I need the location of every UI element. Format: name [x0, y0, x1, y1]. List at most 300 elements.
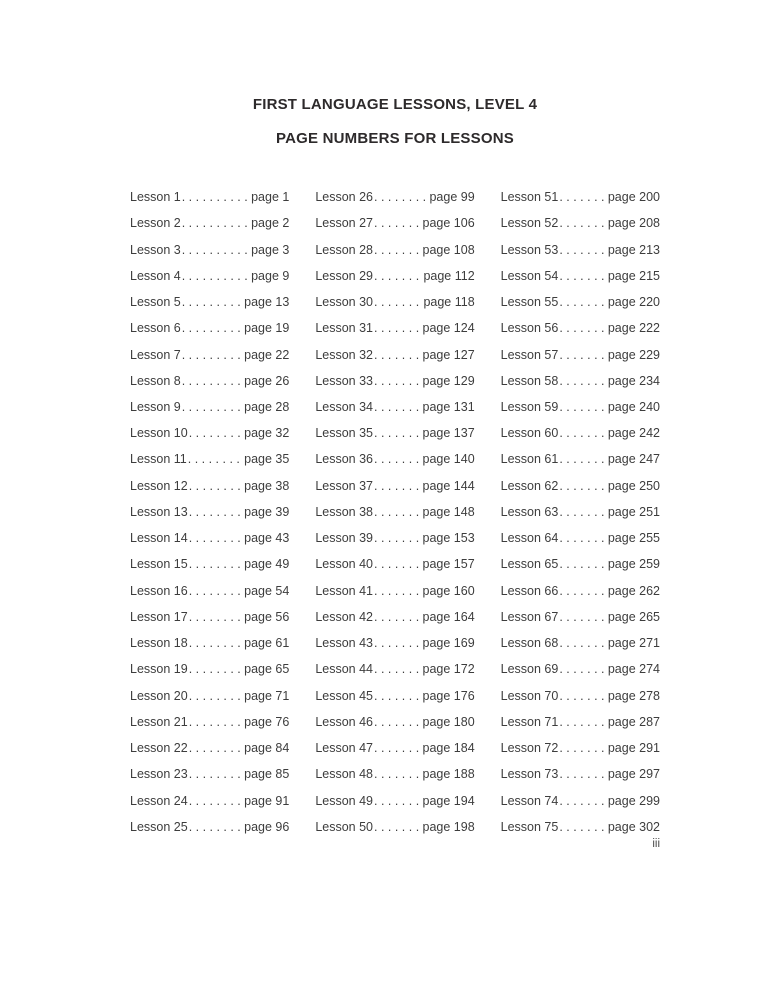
dot-leader — [374, 269, 422, 283]
page-ref: page 85 — [244, 767, 290, 782]
lesson-label: Lesson 38 — [315, 504, 374, 519]
lesson-label: Lesson 41 — [315, 583, 374, 598]
page-ref: page 302 — [607, 819, 660, 834]
lesson-label: Lesson 3 — [130, 242, 181, 257]
lesson-entry — [501, 682, 660, 708]
dot-leader — [182, 321, 243, 335]
lesson-label: Lesson 4 — [130, 268, 181, 283]
dot-leader — [559, 767, 607, 781]
lesson-entry — [501, 236, 660, 262]
dot-leader — [188, 452, 243, 466]
lesson-entry — [315, 473, 474, 499]
dot-leader — [189, 636, 243, 650]
page-ref: page 278 — [607, 688, 660, 703]
page-subtitle: PAGE NUMBERS FOR LESSONS — [276, 130, 514, 147]
dot-leader — [559, 820, 607, 834]
dot-leader — [559, 715, 607, 729]
lesson-label: Lesson 55 — [500, 295, 559, 310]
lesson-entry — [130, 499, 289, 525]
page-ref: page 38 — [244, 478, 290, 493]
lesson-label: Lesson 18 — [130, 636, 188, 651]
page-ref: page 22 — [244, 347, 290, 362]
page-ref: page 108 — [422, 242, 475, 257]
lesson-entry — [501, 341, 660, 367]
dot-leader — [559, 452, 607, 466]
lesson-entry — [130, 341, 289, 367]
lesson-entry — [130, 630, 289, 656]
lesson-label: Lesson 6 — [130, 321, 181, 336]
lesson-label: Lesson 15 — [130, 557, 188, 572]
lesson-entry — [501, 420, 660, 446]
lesson-entry — [501, 184, 660, 210]
lesson-label: Lesson 46 — [315, 714, 374, 729]
lesson-entry — [130, 761, 289, 787]
lesson-label: Lesson 16 — [130, 583, 188, 598]
lesson-entry — [130, 656, 289, 682]
page-ref: page 65 — [244, 662, 290, 677]
lesson-entry — [130, 578, 289, 604]
page-ref: page 71 — [244, 688, 290, 703]
page-ref: page 274 — [607, 662, 660, 677]
lesson-entry — [501, 551, 660, 577]
lesson-label: Lesson 56 — [500, 321, 559, 336]
dot-leader — [189, 610, 243, 624]
lesson-label: Lesson 35 — [315, 426, 374, 441]
dot-leader — [559, 557, 607, 571]
page-ref: page 61 — [244, 636, 290, 651]
page-ref: page 184 — [422, 741, 475, 756]
lesson-label: Lesson 43 — [315, 636, 374, 651]
lessons-toc — [130, 184, 660, 840]
dot-leader — [374, 662, 422, 676]
lesson-entry — [501, 787, 660, 813]
lesson-label: Lesson 42 — [315, 609, 374, 624]
page-ref: page 251 — [607, 504, 660, 519]
lesson-entry — [315, 630, 474, 656]
page-ref: page 9 — [251, 268, 290, 283]
lesson-label: Lesson 2 — [130, 216, 181, 231]
lesson-entry — [130, 263, 289, 289]
dot-leader — [189, 662, 243, 676]
page-ref: page 255 — [607, 531, 660, 546]
lesson-label: Lesson 54 — [500, 268, 559, 283]
page-ref: page 2 — [251, 216, 290, 231]
dot-leader — [374, 610, 422, 624]
lesson-label: Lesson 45 — [315, 688, 374, 703]
page-ref: page 112 — [423, 268, 475, 283]
lesson-entry — [501, 315, 660, 341]
lesson-entry — [130, 525, 289, 551]
page-ref: page 259 — [607, 557, 660, 572]
dot-leader — [374, 794, 422, 808]
page-ref: page 188 — [422, 767, 475, 782]
page-ref: page 291 — [607, 741, 660, 756]
dot-leader — [374, 295, 422, 309]
lesson-entry — [501, 709, 660, 735]
dot-leader — [374, 452, 422, 466]
page-ref: page 13 — [244, 295, 290, 310]
dot-leader — [559, 400, 607, 414]
page-ref: page 271 — [607, 636, 660, 651]
lesson-label: Lesson 75 — [500, 819, 559, 834]
lesson-entry — [130, 682, 289, 708]
dot-leader — [559, 269, 607, 283]
dot-leader — [559, 610, 607, 624]
dot-leader — [559, 531, 607, 545]
page-ref: page 215 — [607, 268, 660, 283]
lesson-label: Lesson 29 — [315, 268, 374, 283]
dot-leader — [374, 400, 422, 414]
lesson-label: Lesson 60 — [500, 426, 559, 441]
page-ref: page 250 — [607, 478, 660, 493]
lesson-entry — [130, 709, 289, 735]
lesson-label: Lesson 69 — [500, 662, 559, 677]
lesson-entry — [130, 420, 289, 446]
lesson-label: Lesson 58 — [500, 373, 559, 388]
lesson-entry — [501, 446, 660, 472]
lesson-entry — [315, 735, 474, 761]
dot-leader — [182, 348, 243, 362]
page-ref: page 124 — [422, 321, 475, 336]
lesson-label: Lesson 50 — [315, 819, 374, 834]
lesson-label: Lesson 22 — [130, 741, 188, 756]
dot-leader — [559, 374, 607, 388]
page-ref: page 106 — [422, 216, 475, 231]
dot-leader — [374, 374, 422, 388]
dot-leader — [374, 190, 428, 204]
page-ref: page 96 — [244, 819, 290, 834]
page-ref: page 198 — [422, 819, 475, 834]
page-ref: page 229 — [607, 347, 660, 362]
lesson-entry — [501, 210, 660, 236]
lesson-entry — [501, 735, 660, 761]
page-ref: page 39 — [244, 504, 290, 519]
page-ref: page 35 — [244, 452, 290, 467]
page-ref: page 234 — [607, 373, 660, 388]
dot-leader — [559, 479, 607, 493]
lesson-label: Lesson 9 — [130, 399, 181, 414]
lesson-entry — [315, 289, 474, 315]
page-ref: page 213 — [607, 242, 660, 257]
page-ref: page 180 — [422, 714, 475, 729]
dot-leader — [374, 348, 422, 362]
dot-leader — [189, 820, 243, 834]
page-ref: page 157 — [422, 557, 475, 572]
lesson-label: Lesson 1 — [130, 190, 181, 205]
lesson-entry — [315, 787, 474, 813]
lesson-label: Lesson 17 — [130, 609, 188, 624]
lesson-entry — [501, 499, 660, 525]
dot-leader — [374, 557, 422, 571]
page-ref: page 129 — [422, 373, 475, 388]
lesson-label: Lesson 25 — [130, 819, 188, 834]
page-ref: page 194 — [422, 793, 475, 808]
lesson-entry — [315, 656, 474, 682]
lesson-label: Lesson 68 — [500, 636, 559, 651]
lesson-entry — [315, 682, 474, 708]
dot-leader — [374, 715, 422, 729]
dot-leader — [189, 479, 243, 493]
page-ref: page 118 — [423, 295, 475, 310]
page-ref: page 172 — [422, 662, 475, 677]
lesson-label: Lesson 26 — [315, 190, 374, 205]
lesson-entry — [130, 368, 289, 394]
toc-column-2 — [315, 184, 474, 840]
lesson-label: Lesson 48 — [315, 767, 374, 782]
lesson-label: Lesson 72 — [500, 741, 559, 756]
lesson-entry — [501, 814, 660, 840]
lesson-entry — [130, 787, 289, 813]
lesson-entry — [501, 289, 660, 315]
lesson-entry — [130, 184, 289, 210]
dot-leader — [189, 741, 243, 755]
page-ref: page 76 — [244, 714, 290, 729]
lesson-label: Lesson 14 — [130, 531, 188, 546]
lesson-label: Lesson 24 — [130, 793, 188, 808]
page-ref: page 1 — [251, 190, 290, 205]
lesson-entry — [315, 525, 474, 551]
dot-leader — [374, 505, 422, 519]
page-ref: page 169 — [422, 636, 475, 651]
page-ref: page 242 — [607, 426, 660, 441]
lesson-label: Lesson 28 — [315, 242, 374, 257]
lesson-label: Lesson 59 — [500, 399, 559, 414]
lesson-entry — [130, 315, 289, 341]
toc-column-3 — [501, 184, 660, 840]
lesson-label: Lesson 65 — [500, 557, 559, 572]
lesson-entry — [501, 578, 660, 604]
dot-leader — [374, 479, 422, 493]
lesson-entry — [315, 446, 474, 472]
lesson-entry — [130, 814, 289, 840]
lesson-label: Lesson 36 — [315, 452, 374, 467]
lesson-label: Lesson 67 — [500, 609, 559, 624]
dot-leader — [189, 794, 243, 808]
lesson-label: Lesson 7 — [130, 347, 181, 362]
dot-leader — [374, 767, 422, 781]
lesson-entry — [315, 394, 474, 420]
lesson-entry — [315, 709, 474, 735]
lesson-entry — [315, 499, 474, 525]
page-ref: page 140 — [422, 452, 475, 467]
dot-leader — [182, 216, 250, 230]
page-ref: page 84 — [244, 741, 290, 756]
lesson-entry — [501, 263, 660, 289]
lesson-label: Lesson 13 — [130, 504, 188, 519]
dot-leader — [559, 584, 607, 598]
page-title: FIRST LANGUAGE LESSONS, LEVEL 4 — [252, 96, 538, 113]
lesson-entry — [315, 420, 474, 446]
lesson-entry — [501, 525, 660, 551]
dot-leader — [559, 348, 607, 362]
lesson-entry — [501, 473, 660, 499]
lesson-label: Lesson 49 — [315, 793, 374, 808]
lesson-label: Lesson 57 — [500, 347, 559, 362]
lesson-entry — [130, 551, 289, 577]
lesson-label: Lesson 11 — [130, 452, 187, 467]
page-ref: page 137 — [422, 426, 475, 441]
dot-leader — [559, 243, 607, 257]
dot-leader — [189, 531, 243, 545]
lesson-entry — [315, 236, 474, 262]
dot-leader — [374, 741, 422, 755]
page-ref: page 32 — [244, 426, 290, 441]
dot-leader — [189, 767, 243, 781]
lesson-entry — [501, 630, 660, 656]
page-ref: page 262 — [607, 583, 660, 598]
lesson-label: Lesson 74 — [500, 793, 559, 808]
lesson-entry — [130, 473, 289, 499]
dot-leader — [189, 689, 243, 703]
page-ref: page 127 — [422, 347, 475, 362]
lesson-entry — [315, 578, 474, 604]
lesson-label: Lesson 73 — [500, 767, 559, 782]
page-ref: page 240 — [607, 399, 660, 414]
dot-leader — [182, 269, 250, 283]
lesson-label: Lesson 64 — [500, 531, 559, 546]
page-ref: page 222 — [607, 321, 660, 336]
dot-leader — [559, 741, 607, 755]
lesson-label: Lesson 27 — [315, 216, 374, 231]
page-ref: page 247 — [607, 452, 660, 467]
dot-leader — [559, 426, 607, 440]
lesson-label: Lesson 30 — [315, 295, 374, 310]
lesson-entry — [501, 656, 660, 682]
dot-leader — [182, 190, 250, 204]
lesson-label: Lesson 34 — [315, 399, 374, 414]
lesson-entry — [315, 551, 474, 577]
dot-leader — [374, 820, 422, 834]
lesson-label: Lesson 5 — [130, 295, 181, 310]
lesson-entry — [315, 368, 474, 394]
lesson-label: Lesson 37 — [315, 478, 374, 493]
lesson-label: Lesson 51 — [500, 190, 559, 205]
page-ref: page 144 — [422, 478, 475, 493]
dot-leader — [374, 243, 422, 257]
lesson-entry — [315, 315, 474, 341]
lesson-label: Lesson 44 — [315, 662, 374, 677]
toc-column-1 — [130, 184, 289, 840]
page-ref: page 164 — [422, 609, 475, 624]
dot-leader — [374, 689, 422, 703]
page-ref: page 176 — [422, 688, 475, 703]
lesson-label: Lesson 19 — [130, 662, 188, 677]
lesson-label: Lesson 23 — [130, 767, 188, 782]
dot-leader — [182, 243, 250, 257]
dot-leader — [559, 295, 607, 309]
dot-leader — [189, 505, 243, 519]
page-ref: page 54 — [244, 583, 290, 598]
dot-leader — [559, 321, 607, 335]
dot-leader — [559, 505, 607, 519]
lesson-label: Lesson 10 — [130, 426, 188, 441]
page-ref: page 160 — [422, 583, 475, 598]
dot-leader — [374, 636, 422, 650]
lesson-entry — [315, 761, 474, 787]
dot-leader — [374, 321, 422, 335]
lesson-entry — [315, 184, 474, 210]
page-ref: page 265 — [607, 609, 660, 624]
dot-leader — [559, 662, 607, 676]
page-ref: page 99 — [429, 190, 475, 205]
dot-leader — [189, 557, 243, 571]
page-ref: page 153 — [422, 531, 475, 546]
page-ref: page 49 — [244, 557, 290, 572]
lesson-entry — [501, 368, 660, 394]
page-ref: page 28 — [244, 399, 290, 414]
lesson-label: Lesson 70 — [500, 688, 559, 703]
page-ref: page 297 — [607, 767, 660, 782]
lesson-label: Lesson 33 — [315, 373, 374, 388]
lesson-label: Lesson 63 — [500, 504, 559, 519]
dot-leader — [182, 295, 243, 309]
lesson-label: Lesson 12 — [130, 478, 188, 493]
lesson-label: Lesson 66 — [500, 583, 559, 598]
lesson-label: Lesson 62 — [500, 478, 559, 493]
page-ref: page 220 — [607, 295, 660, 310]
page-ref: page 131 — [422, 399, 475, 414]
page-ref: page 3 — [251, 242, 290, 257]
folio-page-number: iii — [652, 838, 660, 850]
dot-leader — [559, 190, 607, 204]
lesson-entry — [501, 604, 660, 630]
dot-leader — [559, 216, 607, 230]
page-ref: page 19 — [244, 321, 290, 336]
page-ref: page 91 — [244, 793, 290, 808]
lesson-label: Lesson 21 — [130, 714, 188, 729]
dot-leader — [559, 794, 607, 808]
lesson-entry — [501, 761, 660, 787]
lesson-label: Lesson 52 — [500, 216, 559, 231]
page-ref: page 299 — [607, 793, 660, 808]
page-ref: page 56 — [244, 609, 290, 624]
page-ref: page 43 — [244, 531, 290, 546]
dot-leader — [182, 374, 243, 388]
page-ref: page 148 — [422, 504, 475, 519]
lesson-label: Lesson 71 — [500, 714, 559, 729]
lesson-entry — [130, 446, 289, 472]
dot-leader — [374, 531, 422, 545]
lesson-entry — [130, 289, 289, 315]
page-ref: page 208 — [607, 216, 660, 231]
lesson-entry — [315, 341, 474, 367]
dot-leader — [189, 426, 243, 440]
page-ref: page 287 — [607, 714, 660, 729]
lesson-entry — [130, 604, 289, 630]
dot-leader — [374, 584, 422, 598]
lesson-entry — [315, 814, 474, 840]
dot-leader — [189, 715, 243, 729]
lesson-entry — [315, 263, 474, 289]
dot-leader — [182, 400, 243, 414]
lesson-label: Lesson 32 — [315, 347, 374, 362]
dot-leader — [189, 584, 243, 598]
lesson-entry — [130, 735, 289, 761]
page-ref: page 200 — [607, 190, 660, 205]
dot-leader — [559, 636, 607, 650]
lesson-label: Lesson 20 — [130, 688, 188, 703]
lesson-entry — [130, 236, 289, 262]
lesson-label: Lesson 8 — [130, 373, 181, 388]
lesson-entry — [130, 394, 289, 420]
lesson-label: Lesson 61 — [500, 452, 559, 467]
lesson-label: Lesson 39 — [315, 531, 374, 546]
lesson-label: Lesson 31 — [315, 321, 374, 336]
lesson-label: Lesson 53 — [500, 242, 559, 257]
lesson-label: Lesson 40 — [315, 557, 374, 572]
dot-leader — [374, 216, 422, 230]
lesson-entry — [315, 604, 474, 630]
